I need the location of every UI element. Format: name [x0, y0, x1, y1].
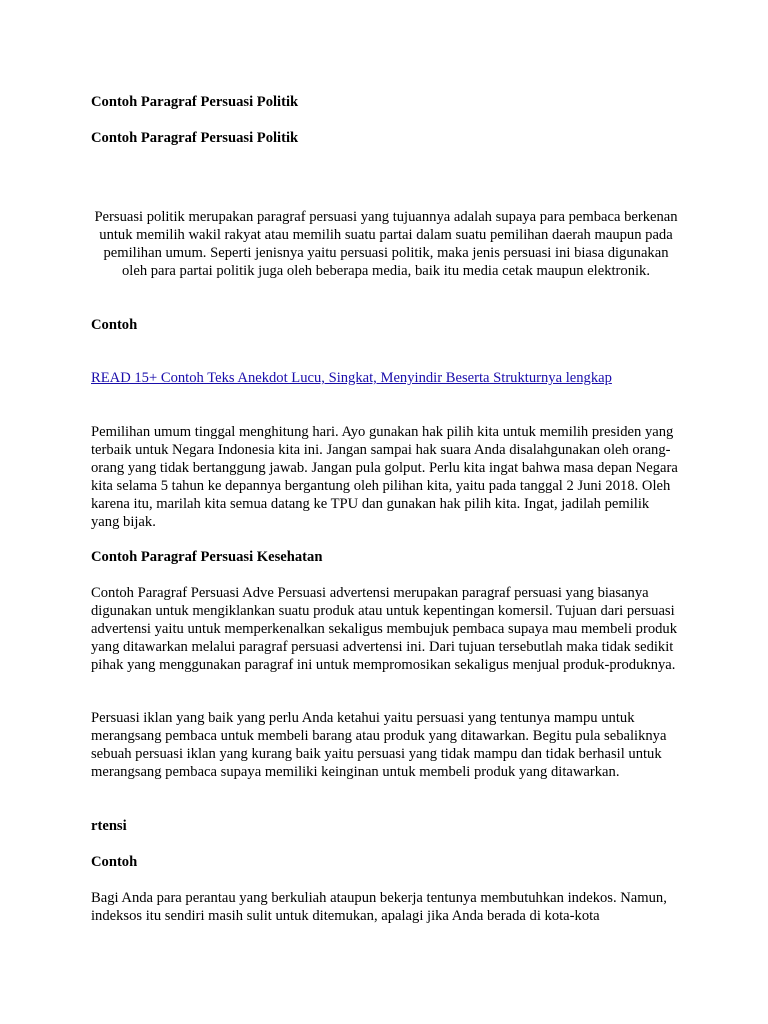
contoh-heading-2: Contoh [91, 854, 138, 870]
paragraph-pemilihan-umum: Pemilihan umum tinggal menghitung hari. Ayo gunakan hak pilih kita untuk memilih presiden yang terbaik untuk Negara Indonesia kita ini. Jangan sampai hak suara Anda disalahgunakan oleh orang-orang yang tidak bertanggung jawab. Jangan pula golput. Perlu kita ingat bahwa masa depan Negara kita selama 5 tahun ke depannya bergantung oleh pilihan kita, yaitu pada tanggal 2 Juni 2018. Oleh karena itu, marilah kita semua datang ke TPU dan gunakan hak pilih kita. Ingat, jadilah pemilik yang bijak. [91, 424, 678, 530]
paragraph-iklan: Persuasi iklan yang baik yang perlu Anda ketahui yaitu persuasi yang tentunya mampu untuk merangsang pembaca untuk membeli barang atau produk yang ditawarkan. Begitu pula sebaliknya sebuah persuasi iklan yang kurang baik yaitu persuasi yang tidak mampu dan tidak berhasil untuk merangsang pembaca supaya memiliki keinginan untuk membeli produk yang ditawarkan. [91, 710, 667, 780]
page-title: Contoh Paragraf Persuasi Politik [91, 94, 299, 110]
paragraph-perantau: Bagi Anda para perantau yang berkuliah ataupun bekerja tentunya membutuhkan indekos. Namun, indeksos itu sendiri masih sulit untuk ditemukan, apalagi jika Anda berada di kota-kota [91, 890, 667, 924]
read-more-link[interactable]: READ 15+ Contoh Teks Anekdot Lucu, Singkat, Menyindir Beserta Strukturnya lengkap [91, 370, 612, 386]
intro-paragraph: Persuasi politik merupakan paragraf persuasi yang tujuannya adalah supaya para pembaca berkenan untuk memilih wakil rakyat atau memilih suatu partai dalam suatu pemilihan daerah maupun pada pemilihan umum. Seperti jenisnya yaitu persuasi politik, maka jenis persuasi ini biasa digunakan oleh para partai politik juga oleh beberapa media, baik itu media cetak maupun elektronik. [94, 209, 678, 279]
contoh-heading-1: Contoh [91, 317, 138, 333]
heading-rtensi: rtensi [91, 818, 127, 834]
section-heading-politik: Contoh Paragraf Persuasi Politik [91, 130, 299, 146]
paragraph-advertensi: Contoh Paragraf Persuasi Adve Persuasi advertensi merupakan paragraf persuasi yang biasanya digunakan untuk mengiklankan suatu produk atau untuk kepentingan komersil. Tujuan dari persuasi advertensi yaitu untuk memperkenalkan sekaligus membujuk pembaca supaya mau membeli produk yang ditawarkan melalui paragraf persuasi advertensi ini. Dari tujuan tersebutlah maka tidak sedikit pihak yang menggunakan paragraf ini untuk mempromosikan sekaligus menjual produk-produknya. [91, 585, 678, 673]
section-heading-kesehatan: Contoh Paragraf Persuasi Kesehatan [91, 549, 323, 565]
